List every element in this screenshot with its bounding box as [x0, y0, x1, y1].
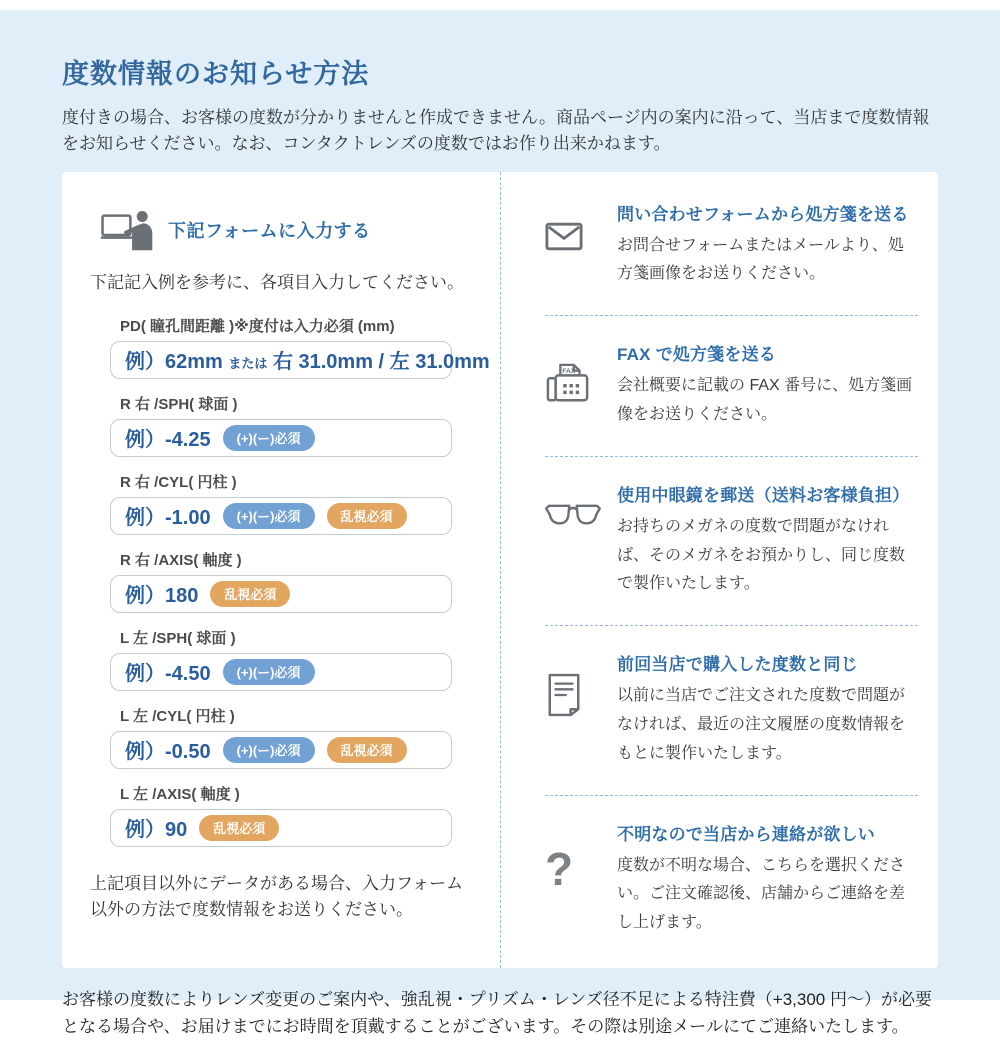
form-column [62, 172, 500, 968]
method-title: 問い合わせフォームから処方箋を送る [617, 204, 909, 224]
method-text [617, 481, 918, 599]
example-input-box [110, 419, 452, 457]
example-input-box [110, 653, 452, 691]
page-title: 度数情報のお知らせ方法 [62, 59, 370, 89]
method-text [617, 820, 918, 938]
example-input-box [110, 341, 490, 379]
example-input-box [110, 497, 452, 535]
method-item [545, 176, 918, 316]
method-text [617, 650, 918, 768]
example-value-part: 例）-0.50 [125, 741, 211, 764]
example-value-part: 例）62mm [125, 351, 229, 374]
example-value-part: または [228, 356, 268, 372]
form-note: 上記項目以外にデータがある場合、入力フォーム以外の方法で度数情報をお送りください。 [90, 873, 464, 920]
field-label: R 右 /SPH( 球面 ) [120, 395, 238, 413]
method-item [545, 795, 918, 964]
plus-minus-required-badge: (+)(ー)必須 [223, 737, 315, 763]
example-value-part: 例）-1.00 [125, 507, 211, 530]
svg-text:FAX: FAX [562, 368, 576, 376]
method-body: 会社概要に記載の FAX 番号に、処方箋画像をお送りください。 [617, 377, 913, 424]
question-icon: ? [545, 842, 574, 895]
form-field-row [110, 393, 500, 457]
example-value-part: 例）-4.50 [125, 663, 211, 686]
method-text [617, 340, 918, 430]
example-value-part: 例）180 [125, 585, 199, 608]
form-field-row [110, 315, 500, 379]
example-value-part: 右 31.0mm / 左 31.0mm [267, 351, 490, 374]
example-value-part: 例）90 [125, 819, 188, 842]
field-label: L 左 /SPH( 球面 ) [120, 629, 236, 647]
method-title: 前回当店で購入した度数と同じ [617, 655, 858, 675]
method-item [545, 456, 918, 625]
document-icon [545, 650, 617, 768]
example-input-box [110, 731, 452, 769]
content [0, 10, 1000, 1040]
field-label: R 右 /AXIS( 軸度 ) [120, 551, 242, 569]
field-label: R 右 /CYL( 円柱 ) [120, 473, 237, 491]
method-item [545, 625, 918, 794]
method-item [545, 315, 918, 456]
field-label: L 左 /AXIS( 軸度 ) [120, 785, 240, 803]
plus-minus-required-badge: (+)(ー)必須 [223, 503, 315, 529]
astigmatism-required-badge: 乱視必須 [210, 581, 290, 607]
example-value [125, 657, 211, 686]
example-value [125, 501, 211, 530]
footer-note: お客様の度数によりレンズ変更のご案内や、強乱視・プリズム・レンズ径不足による特注費（+3,300 円〜）が必要となる場合や、お届けまでにお時間を頂戴することがございます。その際は別途メールにてご連絡いたします。 [62, 990, 932, 1037]
field-label: PD( 瞳孔間距離 )※度付は入力必須 (mm) [120, 317, 395, 335]
intro-text: 度付きの場合、お客様の度数が分かりませんと作成できません。商品ページ内の案内に沿って、当店まで度数情報をお知らせください。なお、コンタクトレンズの度数ではお作り出来かねます。 [62, 108, 930, 154]
method-body: 以前に当店でご注文された度数で問題がなければ、最近の注文履歴の度数情報をもとに製作いたします。 [617, 687, 906, 762]
plus-minus-required-badge: (+)(ー)必須 [223, 425, 315, 451]
method-body: 度数が不明な場合、こちらを選択ください。ご注文確認後、店舗からご連絡を差し上げます。 [617, 856, 906, 932]
mail-icon [545, 200, 617, 290]
form-field-row [110, 783, 500, 847]
methods-column [500, 172, 938, 968]
example-value [125, 423, 211, 452]
method-title: FAX で処方箋を送る [617, 345, 776, 365]
fax-icon [545, 340, 617, 430]
form-header [100, 208, 500, 252]
astigmatism-required-badge: 乱視必須 [327, 503, 407, 529]
form-fields [110, 315, 500, 847]
example-input-box [110, 809, 452, 847]
example-value [125, 735, 211, 764]
example-input-box [110, 575, 452, 613]
info-card [62, 172, 938, 968]
example-value-part: 例）-4.25 [125, 429, 211, 452]
form-field-row [110, 549, 500, 613]
form-field-row [110, 705, 500, 769]
method-body: お問合せフォームまたはメールより、処方箋画像をお送りください。 [617, 236, 904, 283]
monitor-person-icon [100, 208, 154, 252]
method-title: 不明なので当店から連絡が欲しい [617, 824, 875, 844]
page-background [0, 10, 1000, 1037]
plus-minus-required-badge: (+)(ー)必須 [223, 659, 315, 685]
form-field-row [110, 627, 500, 691]
glasses-icon [545, 481, 617, 599]
example-value [125, 813, 187, 842]
form-instruction: 下記記入例を参考に、各項目入力してください。 [90, 272, 464, 292]
example-value [125, 579, 198, 608]
form-field-row [110, 471, 500, 535]
example-value [125, 345, 490, 374]
method-body: お持ちのメガネの度数で問題がなければ、そのメガネをお預かりし、同じ度数で製作いたします。 [617, 517, 906, 593]
astigmatism-required-badge: 乱視必須 [199, 815, 279, 841]
field-label: L 左 /CYL( 円柱 ) [120, 707, 235, 725]
astigmatism-required-badge: 乱視必須 [327, 737, 407, 763]
form-heading: 下記フォームに入力する [168, 220, 371, 241]
method-title: 使用中眼鏡を郵送（送料お客様負担） [617, 485, 910, 505]
method-text [617, 200, 918, 290]
